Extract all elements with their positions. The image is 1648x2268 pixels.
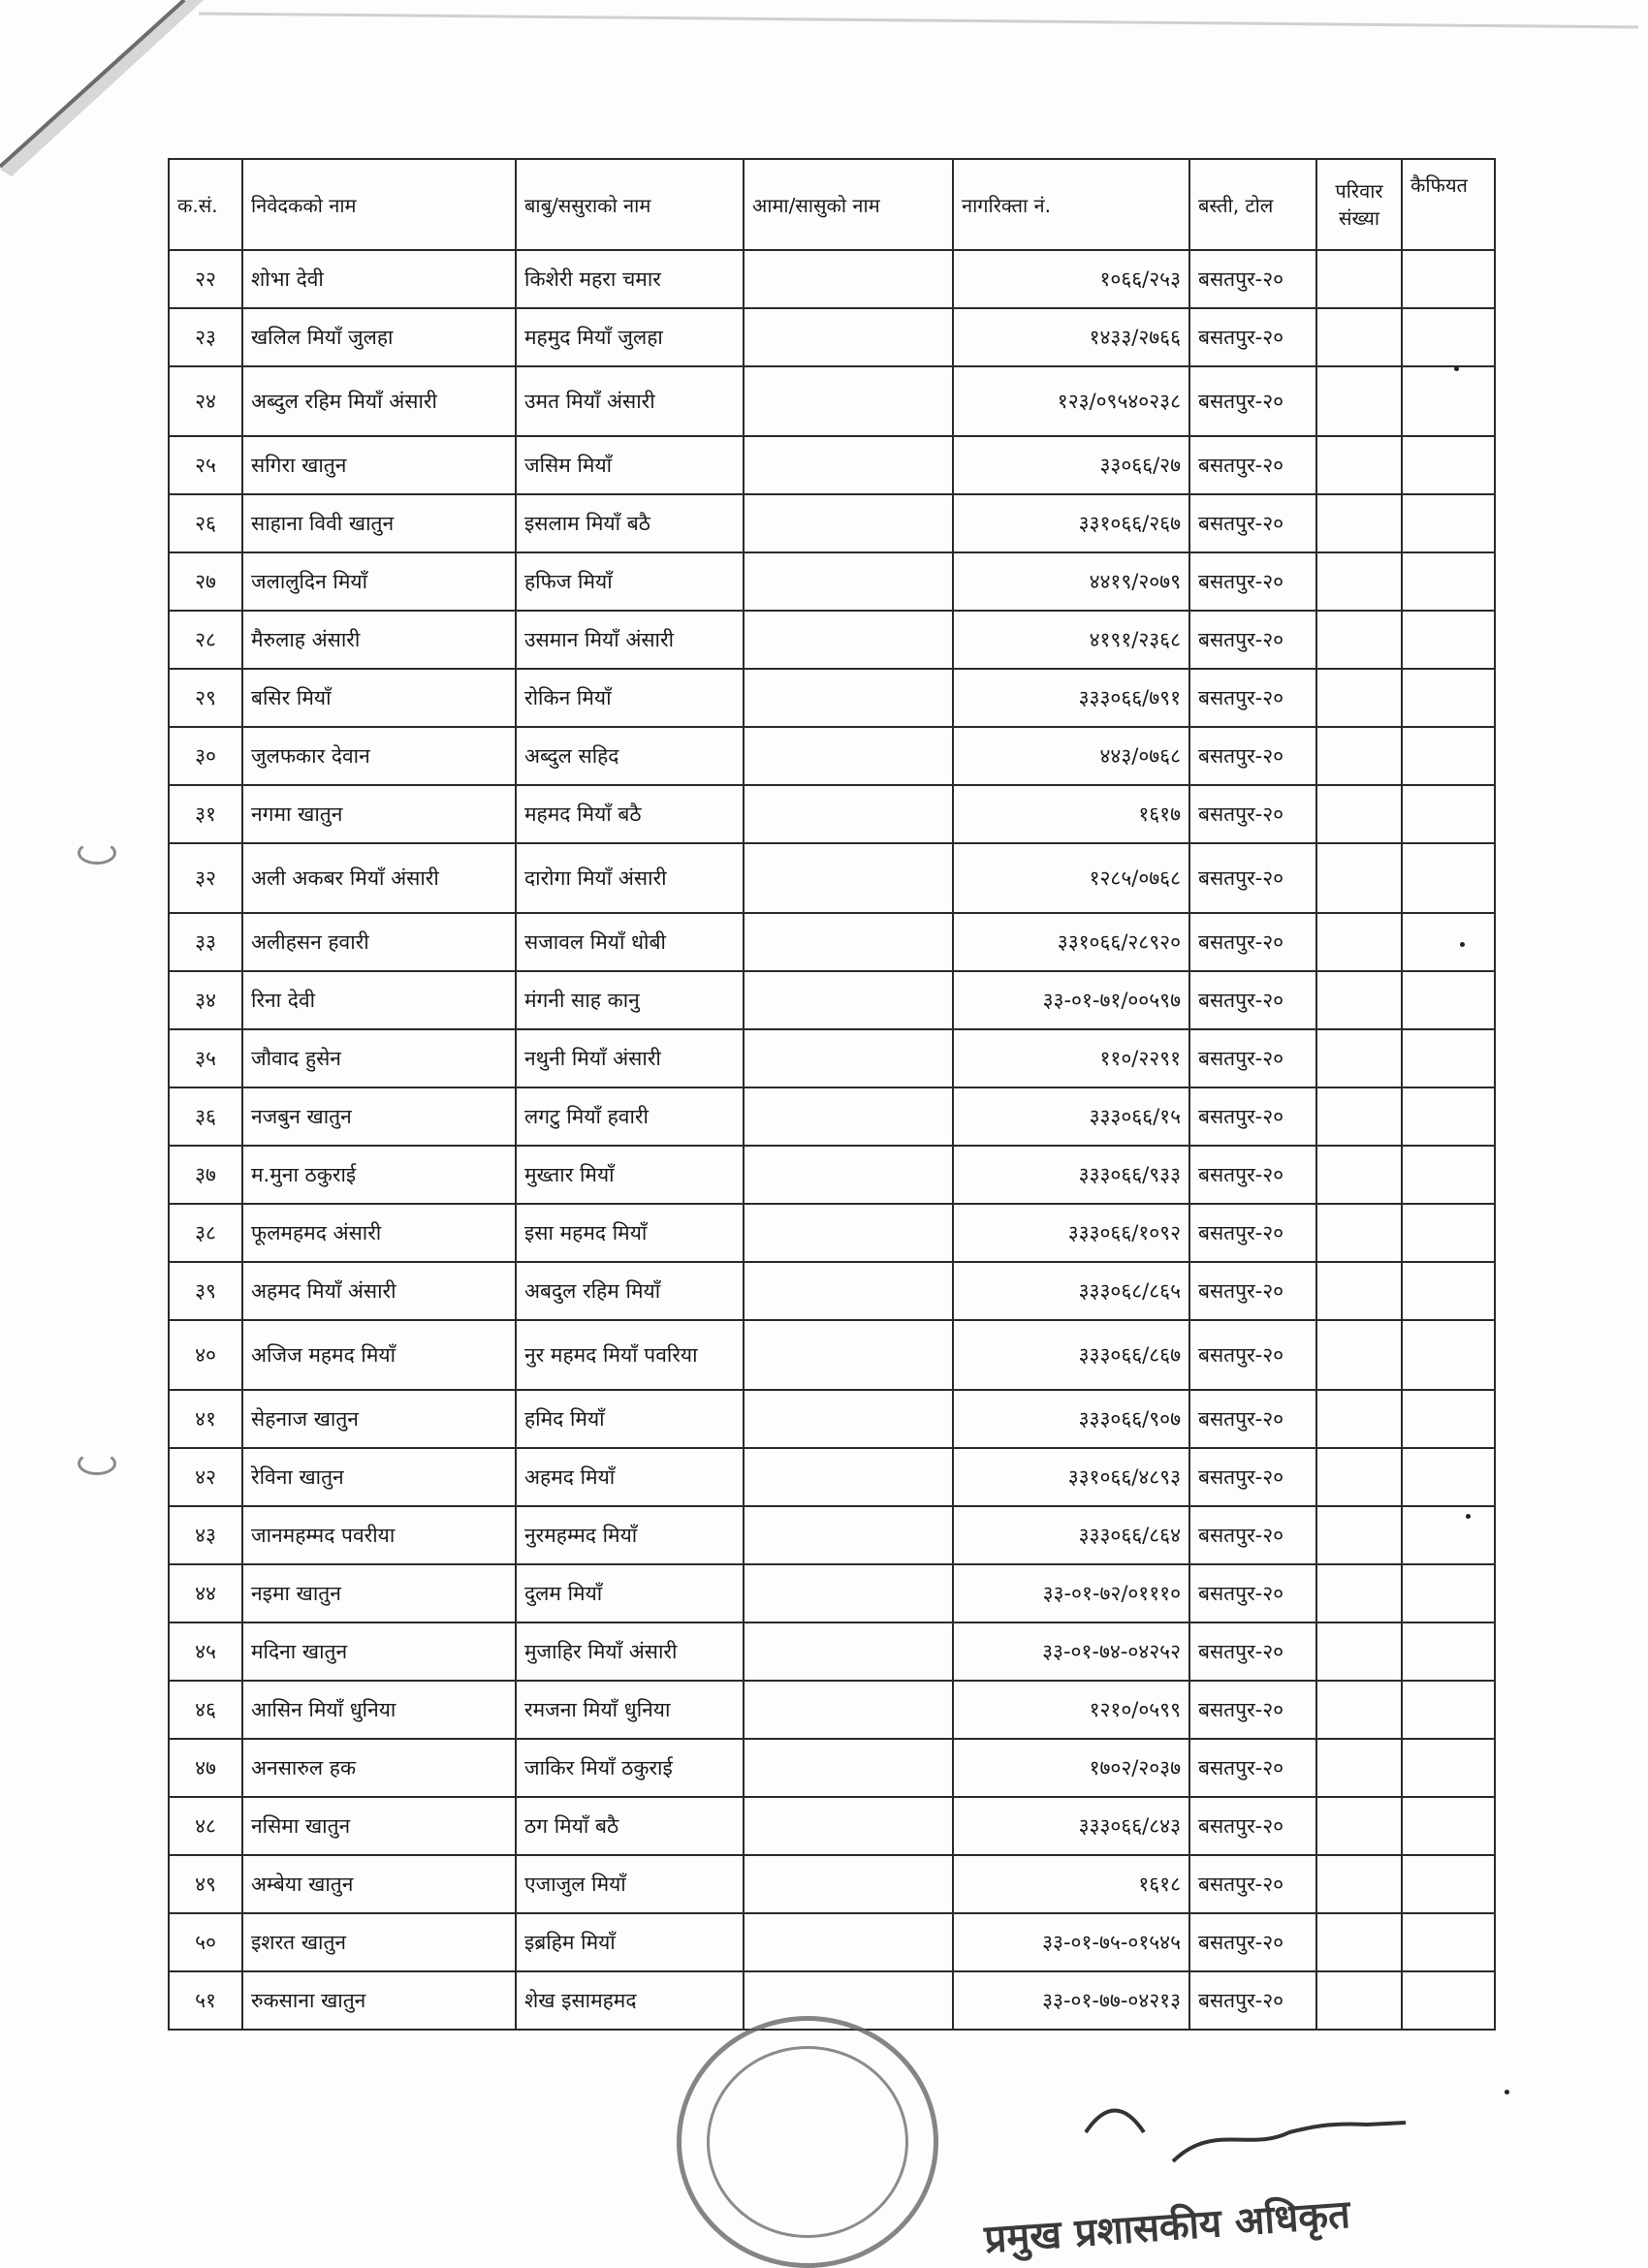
cell-serial: २९ — [169, 669, 242, 727]
cell-applicant-name: अहमद मियाँ अंसारी — [242, 1262, 516, 1320]
cell-citizenship-no: १७०२/२०३७ — [953, 1739, 1189, 1797]
cell-address: बसतपुर-२० — [1189, 1855, 1316, 1913]
cell-address: बसतपुर-२० — [1189, 250, 1316, 308]
cell-remarks — [1402, 250, 1495, 308]
cell-citizenship-no: १६१८ — [953, 1855, 1189, 1913]
cell-father-name: मंगनी साह कानु — [516, 971, 744, 1029]
cell-address: बसतपुर-२० — [1189, 843, 1316, 913]
cell-serial: ३५ — [169, 1029, 242, 1087]
cell-father-name: इसा महमद मियाँ — [516, 1204, 744, 1262]
cell-remarks — [1402, 1448, 1495, 1506]
cell-remarks — [1402, 843, 1495, 913]
cell-citizenship-no: ३३-०१-७२/०१११० — [953, 1564, 1189, 1622]
cell-remarks — [1402, 1320, 1495, 1390]
cell-address: बसतपुर-२० — [1189, 552, 1316, 611]
cell-address: बसतपुर-२० — [1189, 1971, 1316, 2030]
cell-citizenship-no: ३३१०६६/२८९२० — [953, 913, 1189, 971]
cell-serial: २३ — [169, 308, 242, 366]
scan-speck — [1454, 366, 1459, 371]
col-header-father-name: बाबु/ससुराको नाम — [516, 159, 744, 250]
cell-applicant-name: साहाना विवी खातुन — [242, 494, 516, 552]
cell-citizenship-no: ३३३०६६/१०९२ — [953, 1204, 1189, 1262]
cell-citizenship-no: १६१७ — [953, 785, 1189, 843]
cell-serial: २४ — [169, 366, 242, 436]
cell-father-name: नथुनी मियाँ अंसारी — [516, 1029, 744, 1087]
cell-serial: ३३ — [169, 913, 242, 971]
cell-applicant-name: अब्दुल रहिम मियाँ अंसारी — [242, 366, 516, 436]
cell-mother-name — [744, 308, 953, 366]
cell-serial: ३४ — [169, 971, 242, 1029]
table-row — [169, 366, 1495, 436]
cell-serial: ५० — [169, 1913, 242, 1971]
cell-family-count — [1316, 971, 1402, 1029]
cell-mother-name — [744, 913, 953, 971]
cell-address: बसतपुर-२० — [1189, 1087, 1316, 1146]
cell-remarks — [1402, 1855, 1495, 1913]
cell-address: बसतपुर-२० — [1189, 366, 1316, 436]
cell-family-count — [1316, 308, 1402, 366]
cell-remarks — [1402, 1204, 1495, 1262]
cell-mother-name — [744, 1739, 953, 1797]
cell-serial: ३२ — [169, 843, 242, 913]
cell-applicant-name: मदिना खातुन — [242, 1622, 516, 1681]
cell-remarks — [1402, 1087, 1495, 1146]
cell-citizenship-no: ३३३०६६/९०७ — [953, 1390, 1189, 1448]
table-header-row — [169, 159, 1495, 250]
table-row — [169, 1622, 1495, 1681]
table-row — [169, 611, 1495, 669]
cell-serial: ४१ — [169, 1390, 242, 1448]
cell-mother-name — [744, 1855, 953, 1913]
cell-address: बसतपुर-२० — [1189, 1390, 1316, 1448]
cell-family-count — [1316, 913, 1402, 971]
cell-father-name: हफिज मियाँ — [516, 552, 744, 611]
cell-citizenship-no: ३३-०१-७१/००५९७ — [953, 971, 1189, 1029]
signature-caption: प्रमुख प्रशासकीय अधिकृत — [983, 2191, 1352, 2263]
cell-father-name: महमद मियाँ बठै — [516, 785, 744, 843]
cell-family-count — [1316, 552, 1402, 611]
cell-remarks — [1402, 785, 1495, 843]
cell-remarks — [1402, 308, 1495, 366]
cell-applicant-name: मैरुलाह अंसारी — [242, 611, 516, 669]
cell-father-name: लगटु मियाँ हवारी — [516, 1087, 744, 1146]
cell-address: बसतपुर-२० — [1189, 971, 1316, 1029]
cell-serial: २५ — [169, 436, 242, 494]
cell-address: बसतपुर-२० — [1189, 1262, 1316, 1320]
officer-signature — [1076, 2094, 1425, 2181]
cell-family-count — [1316, 1448, 1402, 1506]
cell-remarks — [1402, 913, 1495, 971]
cell-serial: ३८ — [169, 1204, 242, 1262]
table-row — [169, 1087, 1495, 1146]
cell-remarks — [1402, 436, 1495, 494]
cell-family-count — [1316, 1390, 1402, 1448]
cell-remarks — [1402, 727, 1495, 785]
cell-mother-name — [744, 1564, 953, 1622]
col-header-mother-name: आमा/सासुको नाम — [744, 159, 953, 250]
cell-remarks — [1402, 366, 1495, 436]
table-row — [169, 1204, 1495, 1262]
cell-address: बसतपुर-२० — [1189, 436, 1316, 494]
cell-family-count — [1316, 250, 1402, 308]
col-header-address: बस्ती, टोल — [1189, 159, 1316, 250]
cell-remarks — [1402, 1739, 1495, 1797]
official-seal-stamp — [677, 2016, 938, 2268]
cell-address: बसतपुर-२० — [1189, 785, 1316, 843]
cell-address: बसतपुर-२० — [1189, 727, 1316, 785]
cell-mother-name — [744, 436, 953, 494]
cell-mother-name — [744, 1913, 953, 1971]
cell-father-name: नुरमहम्मद मियाँ — [516, 1506, 744, 1564]
cell-address: बसतपुर-२० — [1189, 1146, 1316, 1204]
cell-family-count — [1316, 1320, 1402, 1390]
cell-family-count — [1316, 669, 1402, 727]
cell-father-name: उसमान मियाँ अंसारी — [516, 611, 744, 669]
cell-applicant-name: जुलफकार देवान — [242, 727, 516, 785]
cell-citizenship-no: ३३-०१-७७-०४२१३ — [953, 1971, 1189, 2030]
cell-family-count — [1316, 1204, 1402, 1262]
cell-serial: ४९ — [169, 1855, 242, 1913]
cell-citizenship-no: ३३-०१-७५-०१५४५ — [953, 1913, 1189, 1971]
cell-family-count — [1316, 1739, 1402, 1797]
cell-family-count — [1316, 436, 1402, 494]
cell-father-name: किशेरी महरा चमार — [516, 250, 744, 308]
cell-father-name: अब्दुल सहिद — [516, 727, 744, 785]
cell-citizenship-no: १४३३/२७६६ — [953, 308, 1189, 366]
cell-father-name: रोकिन मियाँ — [516, 669, 744, 727]
cell-mother-name — [744, 1262, 953, 1320]
cell-father-name: दारोगा मियाँ अंसारी — [516, 843, 744, 913]
table-row — [169, 727, 1495, 785]
cell-citizenship-no: ३३३०६६/७९१ — [953, 669, 1189, 727]
cell-family-count — [1316, 1029, 1402, 1087]
cell-mother-name — [744, 366, 953, 436]
cell-family-count — [1316, 727, 1402, 785]
cell-serial: ३० — [169, 727, 242, 785]
cell-mother-name — [744, 1797, 953, 1855]
cell-citizenship-no: ३३-०१-७४-०४२५२ — [953, 1622, 1189, 1681]
cell-remarks — [1402, 552, 1495, 611]
cell-applicant-name: नसिमा खातुन — [242, 1797, 516, 1855]
cell-serial: ४६ — [169, 1681, 242, 1739]
scan-speck — [1460, 942, 1465, 947]
cell-family-count — [1316, 494, 1402, 552]
cell-serial: २७ — [169, 552, 242, 611]
cell-mother-name — [744, 1320, 953, 1390]
table-row — [169, 971, 1495, 1029]
cell-family-count — [1316, 1971, 1402, 2030]
col-header-citizenship-no: नागरिक्ता नं. — [953, 159, 1189, 250]
cell-family-count — [1316, 1262, 1402, 1320]
table-row — [169, 250, 1495, 308]
cell-father-name: अहमद मियाँ — [516, 1448, 744, 1506]
cell-applicant-name: खलिल मियाँ जुलहा — [242, 308, 516, 366]
cell-father-name: इसलाम मियाँ बठै — [516, 494, 744, 552]
cell-address: बसतपुर-२० — [1189, 669, 1316, 727]
cell-applicant-name: अली अकबर मियाँ अंसारी — [242, 843, 516, 913]
cell-remarks — [1402, 1564, 1495, 1622]
cell-citizenship-no: ३३१०६६/४८९३ — [953, 1448, 1189, 1506]
col-header-serial: क.सं. — [169, 159, 242, 250]
cell-remarks — [1402, 669, 1495, 727]
cell-applicant-name: म.मुना ठकुराई — [242, 1146, 516, 1204]
table-row — [169, 1448, 1495, 1506]
table-row — [169, 1390, 1495, 1448]
cell-father-name: महमुद मियाँ जुलहा — [516, 308, 744, 366]
cell-applicant-name: आसिन मियाँ धुनिया — [242, 1681, 516, 1739]
cell-address: बसतपुर-२० — [1189, 913, 1316, 971]
cell-mother-name — [744, 843, 953, 913]
cell-family-count — [1316, 1506, 1402, 1564]
cell-address: बसतपुर-२० — [1189, 1564, 1316, 1622]
cell-father-name: मुख्तार मियाँ — [516, 1146, 744, 1204]
cell-mother-name — [744, 1204, 953, 1262]
cell-citizenship-no: ३३३०६६/८४३ — [953, 1797, 1189, 1855]
cell-applicant-name: नगमा खातुन — [242, 785, 516, 843]
cell-serial: ४२ — [169, 1448, 242, 1506]
cell-applicant-name: नजबुन खातुन — [242, 1087, 516, 1146]
cell-remarks — [1402, 1506, 1495, 1564]
cell-mother-name — [744, 971, 953, 1029]
table-row — [169, 1739, 1495, 1797]
cell-applicant-name: इशरत खातुन — [242, 1913, 516, 1971]
scan-speck — [1466, 1514, 1471, 1519]
punch-hole-mark — [78, 1452, 116, 1475]
cell-mother-name — [744, 611, 953, 669]
cell-remarks — [1402, 1971, 1495, 2030]
cell-serial: ३७ — [169, 1146, 242, 1204]
cell-father-name: उमत मियाँ अंसारी — [516, 366, 744, 436]
cell-address: बसतपुर-२० — [1189, 611, 1316, 669]
scan-speck — [1505, 2090, 1509, 2095]
cell-father-name: एजाजुल मियाँ — [516, 1855, 744, 1913]
cell-mother-name — [744, 1029, 953, 1087]
cell-applicant-name: जौवाद हुसेन — [242, 1029, 516, 1087]
cell-serial: ४७ — [169, 1739, 242, 1797]
cell-serial: ३१ — [169, 785, 242, 843]
cell-mother-name — [744, 1087, 953, 1146]
cell-address: बसतपुर-२० — [1189, 494, 1316, 552]
cell-citizenship-no: ११०/२२९१ — [953, 1029, 1189, 1087]
table-row — [169, 1262, 1495, 1320]
cell-remarks — [1402, 1029, 1495, 1087]
cell-serial: ३९ — [169, 1262, 242, 1320]
cell-citizenship-no: ३३३०६८/८६५ — [953, 1262, 1189, 1320]
cell-father-name: सजावल मियाँ धोबी — [516, 913, 744, 971]
cell-address: बसतपुर-२० — [1189, 1029, 1316, 1087]
cell-citizenship-no: १०६६/२५३ — [953, 250, 1189, 308]
table-row — [169, 1681, 1495, 1739]
cell-serial: ५१ — [169, 1971, 242, 2030]
cell-citizenship-no: १२३/०९५४०२३८ — [953, 366, 1189, 436]
cell-family-count — [1316, 1087, 1402, 1146]
cell-citizenship-no: ३३३०६६/९३३ — [953, 1146, 1189, 1204]
cell-family-count — [1316, 366, 1402, 436]
cell-father-name: ठग मियाँ बठै — [516, 1797, 744, 1855]
cell-applicant-name: अलीहसन हवारी — [242, 913, 516, 971]
cell-mother-name — [744, 727, 953, 785]
cell-mother-name — [744, 1390, 953, 1448]
cell-father-name: इब्रहिम मियाँ — [516, 1913, 744, 1971]
punch-hole-mark — [78, 841, 116, 865]
cell-family-count — [1316, 843, 1402, 913]
cell-remarks — [1402, 1390, 1495, 1448]
cell-mother-name — [744, 1622, 953, 1681]
cell-family-count — [1316, 1797, 1402, 1855]
cell-applicant-name: रिना देवी — [242, 971, 516, 1029]
cell-serial: २६ — [169, 494, 242, 552]
cell-mother-name — [744, 1506, 953, 1564]
col-header-remarks: कैफियत — [1402, 159, 1495, 250]
cell-serial: २८ — [169, 611, 242, 669]
cell-serial: ४३ — [169, 1506, 242, 1564]
cell-applicant-name: सेहनाज खातुन — [242, 1390, 516, 1448]
cell-father-name: नुर महमद मियाँ पवरिया — [516, 1320, 744, 1390]
cell-remarks — [1402, 1262, 1495, 1320]
table-row — [169, 436, 1495, 494]
table-row — [169, 552, 1495, 611]
cell-remarks — [1402, 494, 1495, 552]
applicant-register-table — [168, 158, 1496, 2031]
cell-father-name: अबदुल रहिम मियाँ — [516, 1262, 744, 1320]
cell-remarks — [1402, 1146, 1495, 1204]
table-row — [169, 1855, 1495, 1913]
cell-citizenship-no: ३३१०६६/२६७ — [953, 494, 1189, 552]
cell-applicant-name: रेविना खातुन — [242, 1448, 516, 1506]
cell-mother-name — [744, 785, 953, 843]
cell-father-name: रमजना मियाँ धुनिया — [516, 1681, 744, 1739]
cell-mother-name — [744, 1146, 953, 1204]
cell-serial: ४० — [169, 1320, 242, 1390]
cell-citizenship-no: ३३३०६६/१५ — [953, 1087, 1189, 1146]
cell-address: बसतपुर-२० — [1189, 1204, 1316, 1262]
table-row — [169, 785, 1495, 843]
cell-mother-name — [744, 1448, 953, 1506]
cell-father-name: दुलम मियाँ — [516, 1564, 744, 1622]
cell-serial: २२ — [169, 250, 242, 308]
cell-applicant-name: फूलमहमद अंसारी — [242, 1204, 516, 1262]
register-table-container — [168, 158, 1494, 2031]
table-row — [169, 1506, 1495, 1564]
cell-applicant-name: रुकसाना खातुन — [242, 1971, 516, 2030]
cell-family-count — [1316, 1855, 1402, 1913]
cell-applicant-name: जानमहम्मद पवरीया — [242, 1506, 516, 1564]
table-row — [169, 308, 1495, 366]
table-row — [169, 843, 1495, 913]
cell-address: बसतपुर-२० — [1189, 308, 1316, 366]
cell-citizenship-no: ३३०६६/२७ — [953, 436, 1189, 494]
cell-father-name: मुजाहिर मियाँ अंसारी — [516, 1622, 744, 1681]
table-row — [169, 1146, 1495, 1204]
cell-family-count — [1316, 611, 1402, 669]
cell-applicant-name: शोभा देवी — [242, 250, 516, 308]
table-body — [169, 250, 1495, 2030]
cell-address: बसतपुर-२० — [1189, 1739, 1316, 1797]
cell-applicant-name: सगिरा खातुन — [242, 436, 516, 494]
cell-family-count — [1316, 1913, 1402, 1971]
col-header-family-count: परिवार संख्या — [1316, 159, 1402, 250]
cell-citizenship-no: ४४१९/२०७९ — [953, 552, 1189, 611]
cell-remarks — [1402, 1681, 1495, 1739]
cell-serial: ४४ — [169, 1564, 242, 1622]
cell-remarks — [1402, 971, 1495, 1029]
cell-citizenship-no: ३३३०६६/८६४ — [953, 1506, 1189, 1564]
cell-mother-name — [744, 669, 953, 727]
table-row — [169, 1320, 1495, 1390]
cell-father-name: शेख इसामहमद — [516, 1971, 744, 2030]
cell-remarks — [1402, 1913, 1495, 1971]
cell-family-count — [1316, 1146, 1402, 1204]
table-row — [169, 494, 1495, 552]
col-header-applicant-name: निवेदकको नाम — [242, 159, 516, 250]
cell-applicant-name: नइमा खातुन — [242, 1564, 516, 1622]
cell-citizenship-no: ४१९१/२३६८ — [953, 611, 1189, 669]
table-row — [169, 1913, 1495, 1971]
cell-father-name: जसिम मियाँ — [516, 436, 744, 494]
cell-citizenship-no: १२१०/०५९९ — [953, 1681, 1189, 1739]
cell-address: बसतपुर-२० — [1189, 1506, 1316, 1564]
cell-serial: ४८ — [169, 1797, 242, 1855]
cell-mother-name — [744, 494, 953, 552]
cell-citizenship-no: ४४३/०७६८ — [953, 727, 1189, 785]
table-row — [169, 1797, 1495, 1855]
cell-address: बसतपुर-२० — [1189, 1320, 1316, 1390]
cell-family-count — [1316, 1564, 1402, 1622]
cell-father-name: हमिद मियाँ — [516, 1390, 744, 1448]
cell-serial: ४५ — [169, 1622, 242, 1681]
table-row — [169, 1564, 1495, 1622]
cell-applicant-name: अम्बेया खातुन — [242, 1855, 516, 1913]
cell-father-name: जाकिर मियाँ ठकुराई — [516, 1739, 744, 1797]
cell-family-count — [1316, 1681, 1402, 1739]
cell-citizenship-no: १२८५/०७६८ — [953, 843, 1189, 913]
cell-remarks — [1402, 1622, 1495, 1681]
table-row — [169, 669, 1495, 727]
cell-family-count — [1316, 1622, 1402, 1681]
cell-address: बसतपुर-२० — [1189, 1681, 1316, 1739]
cell-applicant-name: अनसारुल हक — [242, 1739, 516, 1797]
cell-mother-name — [744, 1681, 953, 1739]
cell-address: बसतपुर-२० — [1189, 1913, 1316, 1971]
cell-applicant-name: बसिर मियाँ — [242, 669, 516, 727]
cell-family-count — [1316, 785, 1402, 843]
cell-mother-name — [744, 552, 953, 611]
cell-remarks — [1402, 1797, 1495, 1855]
cell-applicant-name: जलालुदिन मियाँ — [242, 552, 516, 611]
table-row — [169, 913, 1495, 971]
cell-address: बसतपुर-२० — [1189, 1448, 1316, 1506]
cell-address: बसतपुर-२० — [1189, 1622, 1316, 1681]
cell-mother-name — [744, 250, 953, 308]
cell-citizenship-no: ३३३०६६/८६७ — [953, 1320, 1189, 1390]
cell-address: बसतपुर-२० — [1189, 1797, 1316, 1855]
cell-remarks — [1402, 611, 1495, 669]
table-row — [169, 1029, 1495, 1087]
cell-applicant-name: अजिज महमद मियाँ — [242, 1320, 516, 1390]
cell-serial: ३६ — [169, 1087, 242, 1146]
